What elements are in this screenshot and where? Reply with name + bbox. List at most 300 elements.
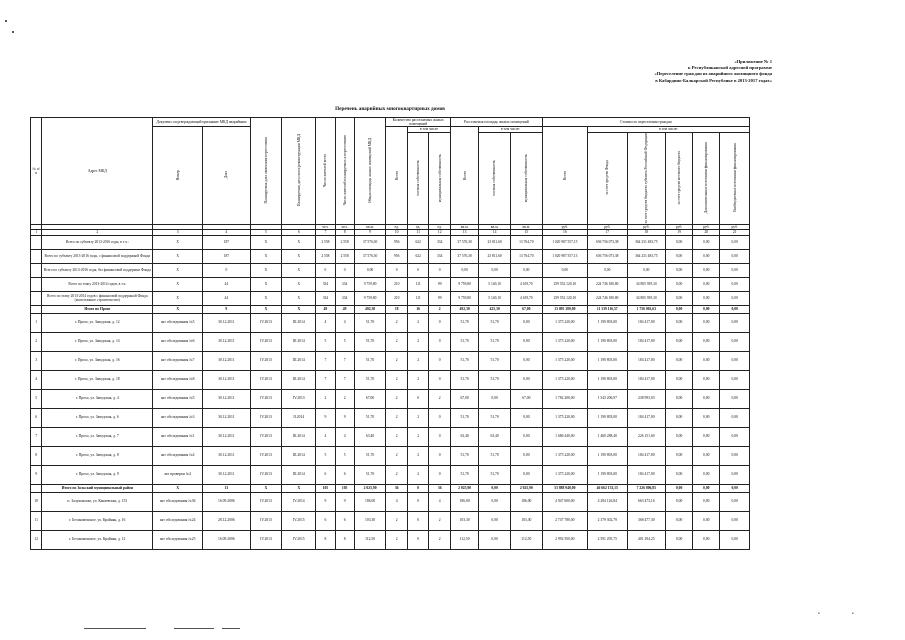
table-cell-se: 0,00 bbox=[720, 305, 750, 313]
table-cell-am: 0,00 bbox=[510, 446, 542, 465]
table-cell-sa: 0,00 bbox=[693, 511, 720, 530]
header-area-including: в том числе: bbox=[479, 127, 542, 132]
table-cell-sa: 0,00 bbox=[693, 291, 720, 305]
units-cell: кв.м. bbox=[510, 225, 542, 230]
table-cell-dem: III.2014 bbox=[282, 313, 316, 332]
emergency-houses-table bbox=[30, 117, 750, 550]
header-cost-additional: Дополнительные источники финансирования bbox=[693, 132, 720, 225]
bottom-rule bbox=[84, 628, 146, 629]
table-cell-c: 2 bbox=[386, 530, 408, 549]
table-cell-date: 187 bbox=[203, 235, 251, 249]
table-cell-ss: 663 473,16 bbox=[627, 492, 665, 511]
table-row bbox=[31, 332, 750, 351]
col-number: 13 bbox=[450, 230, 478, 235]
table-cell-a: 51,70 bbox=[450, 332, 478, 351]
table-cell-r2: 2 558 bbox=[335, 249, 354, 263]
table-cell-cm: 0 bbox=[429, 370, 451, 389]
table-cell-a: 51,70 bbox=[450, 370, 478, 389]
table-cell-end: Х bbox=[250, 305, 282, 313]
table-cell-r1: 7 bbox=[316, 351, 335, 370]
col-number: 7 bbox=[316, 230, 335, 235]
header-count-private: частная собственность bbox=[407, 132, 429, 225]
table-cell-am: 67,00 bbox=[510, 305, 542, 313]
table-cell-ss: 184 417,00 bbox=[627, 313, 665, 332]
header-residents-planned: Число жителей планируемых к переселению bbox=[335, 118, 354, 225]
table-cell-r2: 4 bbox=[335, 313, 354, 332]
table-cell-a: 51,70 bbox=[450, 465, 478, 484]
table-cell-addr: Всего по субъекту 2013-2016 годы, в т.ч.: bbox=[42, 235, 153, 249]
table-cell-sl: 0,00 bbox=[666, 370, 693, 389]
table-cell-ss: 1 756 063,63 bbox=[627, 305, 665, 313]
table-cell-sa: 0,00 bbox=[693, 263, 720, 277]
table-cell-se: 0,00 bbox=[720, 484, 750, 492]
table-cell-ap: 51,70 bbox=[479, 313, 511, 332]
table-cell-ss: 238 993,03 bbox=[627, 389, 665, 408]
table-cell-area: 9 759,80 bbox=[354, 277, 386, 291]
table-cell-dem: Х bbox=[282, 484, 316, 492]
table-cell-r1: 334 bbox=[316, 291, 335, 305]
summary-row bbox=[31, 263, 750, 277]
table-header bbox=[31, 118, 750, 236]
table-cell-sl: 0,00 bbox=[666, 263, 693, 277]
table-cell-r2: 6 bbox=[335, 465, 354, 484]
table-cell-addr: г. Прохо, ул. Заводская, д. 16 bbox=[42, 351, 153, 370]
table-cell-ss: 184 417,00 bbox=[627, 408, 665, 427]
table-cell-end: Х bbox=[250, 291, 282, 305]
table-cell-c: 2 bbox=[386, 370, 408, 389]
table-cell-ap: 51,70 bbox=[479, 370, 511, 389]
table-cell-am: 0,00 bbox=[510, 408, 542, 427]
table-cell-cp: 0 bbox=[407, 511, 429, 530]
table-cell-n: 9 bbox=[31, 465, 42, 484]
table-cell-cp: 2 bbox=[407, 370, 429, 389]
table-cell-sf: 2 591 205,75 bbox=[587, 530, 627, 549]
header-cost-group: Стоимость переселения граждан bbox=[542, 118, 749, 127]
table-cell-addr: г. Прохо, ул. Заводская, д. 8 bbox=[42, 446, 153, 465]
table-cell-sa: 0,00 bbox=[693, 427, 720, 446]
col-number: 20 bbox=[693, 230, 720, 235]
header-cost-including: в том числе: bbox=[587, 127, 749, 132]
table-cell-n: 5 bbox=[31, 389, 42, 408]
header-doc-date: Дата bbox=[203, 127, 251, 225]
table-cell-sl: 0,00 bbox=[666, 465, 693, 484]
table-cell-ss: 226 151,60 bbox=[627, 427, 665, 446]
table-cell-end: IV.2013 bbox=[250, 370, 282, 389]
table-cell-c: 956 bbox=[386, 235, 408, 249]
table-cell-sl: 0,00 bbox=[666, 313, 693, 332]
table-cell-cp: 622 bbox=[407, 235, 429, 249]
scan-speck bbox=[12, 31, 14, 33]
table-cell-dem: IV.2015 bbox=[282, 530, 316, 549]
scan-mark: • bbox=[852, 612, 854, 617]
table-cell-r2: 5 bbox=[335, 332, 354, 351]
table-cell-c: 0 bbox=[386, 263, 408, 277]
table-cell-addr: п. Залукокоаже, ул. Канаевская, д. 153 bbox=[42, 492, 153, 511]
summary-row bbox=[31, 484, 750, 492]
table-cell-cm: 0 bbox=[429, 427, 451, 446]
table-cell-se: 0,00 bbox=[720, 332, 750, 351]
table-cell-s: 1 375 220,00 bbox=[542, 446, 587, 465]
table-cell-se: 0,00 bbox=[720, 291, 750, 305]
table-row bbox=[31, 351, 750, 370]
table-cell-r1: 49 bbox=[316, 305, 335, 313]
table-cell-r1: 4 bbox=[316, 427, 335, 446]
table-row bbox=[31, 408, 750, 427]
table-cell-sl: 0,00 bbox=[666, 291, 693, 305]
table-cell-sl: 0,00 bbox=[666, 446, 693, 465]
table-cell-date: 0 bbox=[203, 263, 251, 277]
units-cell: чел. bbox=[335, 225, 354, 230]
table-cell-cp: 2 bbox=[407, 427, 429, 446]
table-cell-cm: 0 bbox=[429, 263, 451, 277]
appendix-line: в Кабардино-Балкарской Республике в 2013-2017 годах» bbox=[655, 77, 772, 83]
table-cell-end: IV.2013 bbox=[250, 530, 282, 549]
table-cell-ss: 7 226 806,85 bbox=[627, 484, 665, 492]
units-cell: руб. bbox=[720, 225, 750, 230]
table-cell-cp: 2 bbox=[407, 351, 429, 370]
col-number: 17 bbox=[587, 230, 627, 235]
table-cell-a: 37 576,30 bbox=[450, 235, 478, 249]
table-cell-sa: 0,00 bbox=[693, 305, 720, 313]
table-cell-sa: 0,00 bbox=[693, 351, 720, 370]
table-cell-sa: 0,00 bbox=[693, 235, 720, 249]
table-cell-n: 12 bbox=[31, 530, 42, 549]
table-cell-sl: 0,00 bbox=[666, 492, 693, 511]
table-cell-sl: 0,00 bbox=[666, 408, 693, 427]
table-cell-ap: 51,70 bbox=[479, 332, 511, 351]
table-cell-sl: 0,00 bbox=[666, 427, 693, 446]
summary-row bbox=[31, 305, 750, 313]
table-cell-ss: 368 477,30 bbox=[627, 511, 665, 530]
header-area-municipal: муниципальная собственность bbox=[510, 132, 542, 225]
table-cell-end: Х bbox=[250, 235, 282, 249]
table-cell-doc: Х bbox=[153, 291, 203, 305]
table-cell-s: 1 375 220,00 bbox=[542, 370, 587, 389]
header-area-total: Всего bbox=[450, 127, 478, 225]
table-cell-doc: акт обследования №4 bbox=[153, 446, 203, 465]
table-cell-dem: III.2014 bbox=[282, 370, 316, 389]
table-cell-dem: Х bbox=[282, 291, 316, 305]
table-cell-area: 51,70 bbox=[354, 408, 386, 427]
table-cell-r1: 6 bbox=[316, 465, 335, 484]
table-cell-ap: 0,00 bbox=[479, 492, 511, 511]
table-cell-area: 51,70 bbox=[354, 446, 386, 465]
table-cell-s: 1 020 987 557,15 bbox=[542, 235, 587, 249]
table-cell-r1: 9 bbox=[316, 408, 335, 427]
table-cell-doc: акт обследования №5 bbox=[153, 389, 203, 408]
table-cell-cm: 0 bbox=[429, 408, 451, 427]
table-cell-se: 0,00 bbox=[720, 263, 750, 277]
table-cell-addr: Всего по субъекту 2013-2016 годы, с финансовой поддержкой Фонда bbox=[42, 249, 153, 263]
table-cell-sa: 0,00 bbox=[693, 492, 720, 511]
table-cell-doc: акт обследования №3 bbox=[153, 408, 203, 427]
table-cell-a: 2 025,90 bbox=[450, 484, 478, 492]
table-cell-am: 186,00 bbox=[510, 492, 542, 511]
table-cell-a: 9 759,80 bbox=[450, 291, 478, 305]
table-cell-date: 30.12.2011 bbox=[203, 446, 251, 465]
table-cell-sa: 0,00 bbox=[693, 446, 720, 465]
header-address: Адрес МКД bbox=[42, 118, 153, 225]
table-cell-area: 51,70 bbox=[354, 351, 386, 370]
table-cell-n: 7 bbox=[31, 427, 42, 446]
table-cell-sf: 1 190 803,00 bbox=[587, 332, 627, 351]
table-cell-c: 210 bbox=[386, 277, 408, 291]
table-cell-se: 0,00 bbox=[720, 249, 750, 263]
table-cell-date: 30.12.2011 bbox=[203, 351, 251, 370]
table-cell-r2: 334 bbox=[335, 277, 354, 291]
table-cell-s: 2 747 780,00 bbox=[542, 511, 587, 530]
summary-row bbox=[31, 277, 750, 291]
table-cell-sa: 0,00 bbox=[693, 484, 720, 492]
table-cell-n: 3 bbox=[31, 351, 42, 370]
table-cell-ap: 0,00 bbox=[479, 389, 511, 408]
summary-row bbox=[31, 291, 750, 305]
table-cell-r2: 49 bbox=[335, 305, 354, 313]
table-cell-n: 1 bbox=[31, 313, 42, 332]
col-number: 15 bbox=[510, 230, 542, 235]
table-cell-area: 51,70 bbox=[354, 313, 386, 332]
table-cell-se: 0,00 bbox=[720, 408, 750, 427]
table-cell-a: 112,50 bbox=[450, 530, 478, 549]
table-cell-a: 37 576,30 bbox=[450, 249, 478, 263]
table-cell-cm: 99 bbox=[429, 277, 451, 291]
table-cell-doc: акт обследования №5 bbox=[153, 313, 203, 332]
units-cell: кв.м. bbox=[354, 225, 386, 230]
table-cell-dem: IV.2013 bbox=[282, 389, 316, 408]
table-cell-addr: г. Прохо, ул. Заводская, д. 14 bbox=[42, 332, 153, 351]
table-cell-se: 0,00 bbox=[720, 427, 750, 446]
table-cell-date: 187 bbox=[203, 249, 251, 263]
table-cell-cp: 2 bbox=[407, 313, 429, 332]
table-cell-addr: г. Прохо, ул. Заводская, д. 9 bbox=[42, 465, 153, 484]
table-cell-a: 103,30 bbox=[450, 511, 478, 530]
table-cell-cp: 622 bbox=[407, 249, 429, 263]
table-cell-cp: 0 bbox=[407, 263, 429, 277]
table-cell-ss: 184 417,00 bbox=[627, 351, 665, 370]
summary-row bbox=[31, 235, 750, 249]
table-cell-cp: 111 bbox=[407, 277, 429, 291]
table-cell-am: 13 764,70 bbox=[510, 235, 542, 249]
table-cell-r2: 9 bbox=[335, 408, 354, 427]
table-cell-r2: 8 bbox=[335, 530, 354, 549]
table-cell-s: 2 992 500,00 bbox=[542, 530, 587, 549]
table-cell-sa: 0,00 bbox=[693, 249, 720, 263]
table-cell-cp: 0 bbox=[407, 530, 429, 549]
table-cell-se: 0,00 bbox=[720, 370, 750, 389]
table-row bbox=[31, 465, 750, 484]
table-row bbox=[31, 492, 750, 511]
table-cell-a: 51,70 bbox=[450, 313, 478, 332]
table-cell-addr: г. Прохо, ул. Заводская, д. 7 bbox=[42, 427, 153, 446]
table-cell-sa: 0,00 bbox=[693, 389, 720, 408]
table-cell-addr: Всего по субъекту 2013-2016 годы, без финансовой поддержки Фонда bbox=[42, 263, 153, 277]
table-cell-s: 1 375 220,00 bbox=[542, 351, 587, 370]
table-cell-c: 36 bbox=[386, 484, 408, 492]
table-row bbox=[31, 427, 750, 446]
table-cell-cp: 2 bbox=[407, 332, 429, 351]
table-cell-a: 51,70 bbox=[450, 446, 478, 465]
table-body bbox=[31, 235, 750, 549]
table-cell-a: 67,00 bbox=[450, 389, 478, 408]
table-cell-doc: Х bbox=[153, 263, 203, 277]
header-count-including: в том числе bbox=[407, 127, 450, 132]
table-cell-r1: 5 bbox=[316, 446, 335, 465]
table-cell-r1: 4 bbox=[316, 313, 335, 332]
header-area-group: Расселяемая площадь жилых помещений bbox=[450, 118, 542, 127]
table-cell-am: 0,00 bbox=[510, 465, 542, 484]
table-cell-ss: 34 805 939,30 bbox=[627, 291, 665, 305]
table-cell-r1: 6 bbox=[316, 511, 335, 530]
table-cell-ss: 184 417,00 bbox=[627, 446, 665, 465]
units-cell: руб. bbox=[627, 225, 665, 230]
table-cell-s: 1 375 220,00 bbox=[542, 313, 587, 332]
table-cell-cm: 0 bbox=[429, 332, 451, 351]
table-cell-area: 0,00 bbox=[354, 263, 386, 277]
table-cell-sl: 0,00 bbox=[666, 351, 693, 370]
table-cell-ss: 184 417,00 bbox=[627, 465, 665, 484]
table-cell-cm: 334 bbox=[429, 249, 451, 263]
table-cell-c: 2 bbox=[386, 408, 408, 427]
table-cell-n bbox=[31, 277, 42, 291]
table-cell-sa: 0,00 bbox=[693, 277, 720, 291]
table-cell-end: IV.2013 bbox=[250, 492, 282, 511]
table-cell-cm: 0 bbox=[429, 465, 451, 484]
table-cell-cm: 99 bbox=[429, 291, 451, 305]
table-cell-dem: Х bbox=[282, 235, 316, 249]
table-cell-end: IV.2013 bbox=[250, 351, 282, 370]
table-cell-addr: г. Прохо, ул. Заводская, д. 12 bbox=[42, 313, 153, 332]
table-row bbox=[31, 370, 750, 389]
table-cell-am: 0,00 bbox=[510, 427, 542, 446]
table-cell-cm: 2 bbox=[429, 389, 451, 408]
table-cell-s: 259 552 120,10 bbox=[542, 291, 587, 305]
table-cell-doc: акт обследования №24 bbox=[153, 511, 203, 530]
table-cell-doc: Х bbox=[153, 484, 203, 492]
units-cell: руб. bbox=[587, 225, 627, 230]
table-cell-n: 2 bbox=[31, 332, 42, 351]
header-cost-subject: за счет средств бюджета субъекта Российской Федерации bbox=[627, 132, 665, 225]
table-cell-sf: 224 746 180,80 bbox=[587, 291, 627, 305]
table-cell-sa: 0,00 bbox=[693, 370, 720, 389]
table-cell-area: 103,30 bbox=[354, 511, 386, 530]
table-cell-cm: 4 bbox=[429, 492, 451, 511]
table-cell-date: 13 bbox=[203, 484, 251, 492]
header-residents: Число жителей всего bbox=[316, 118, 335, 225]
col-number: 4 bbox=[203, 230, 251, 235]
table-cell-s: 1 375 220,00 bbox=[542, 332, 587, 351]
table-cell-r1: 105 bbox=[316, 484, 335, 492]
table-cell-sf: 0,00 bbox=[587, 263, 627, 277]
table-cell-dem: III.2014 bbox=[282, 332, 316, 351]
table-cell-c: 2 bbox=[386, 511, 408, 530]
table-cell-am: 4 619,70 bbox=[510, 277, 542, 291]
table-cell-am: 67,00 bbox=[510, 389, 542, 408]
table-cell-sa: 0,00 bbox=[693, 332, 720, 351]
table-cell-doc: Х bbox=[153, 277, 203, 291]
table-row bbox=[31, 511, 750, 530]
bottom-rule bbox=[174, 628, 214, 629]
document-title: Перечень аварийных многоквартирных домов bbox=[335, 106, 445, 112]
table-cell-end: IV.2013 bbox=[250, 408, 282, 427]
table-cell-area: 51,70 bbox=[354, 465, 386, 484]
table-cell-date: 28.12.2006 bbox=[203, 511, 251, 530]
table-cell-dem: IV.2014 bbox=[282, 492, 316, 511]
table-cell-date: 9 bbox=[203, 305, 251, 313]
table-cell-doc: акт обследования №7 bbox=[153, 351, 203, 370]
table-cell-cp: 0 bbox=[407, 389, 429, 408]
table-cell-sl: 0,00 bbox=[666, 235, 693, 249]
table-cell-r1: 9 bbox=[316, 492, 335, 511]
appendix-line: к Республиканской адресной программе bbox=[688, 65, 772, 71]
table-cell-area: 37 576,30 bbox=[354, 249, 386, 263]
table-cell-s: 1 375 220,00 bbox=[542, 465, 587, 484]
table-cell-dem: II.2014 bbox=[282, 408, 316, 427]
table-cell-a: 186,00 bbox=[450, 492, 478, 511]
table-cell-sf: 1 190 803,00 bbox=[587, 370, 627, 389]
header-planned-end: Планируемая дата окончания переселения bbox=[250, 118, 282, 225]
table-cell-r2: 9 bbox=[335, 492, 354, 511]
table-cell-sf: 1 460 288,40 bbox=[587, 427, 627, 446]
table-cell-a: 0,00 bbox=[450, 263, 478, 277]
header-area-private: частная собственность bbox=[479, 132, 511, 225]
table-cell-c: 4 bbox=[386, 492, 408, 511]
table-cell-r2: 2 bbox=[335, 389, 354, 408]
table-cell-c: 956 bbox=[386, 249, 408, 263]
table-cell-sf: 2 379 302,79 bbox=[587, 511, 627, 530]
table-cell-r2: 0 bbox=[335, 263, 354, 277]
table-cell-n bbox=[31, 249, 42, 263]
col-number: 11 bbox=[407, 230, 429, 235]
table-cell-am: 0,00 bbox=[510, 313, 542, 332]
table-cell-n: 4 bbox=[31, 370, 42, 389]
table-cell-am: 0,00 bbox=[510, 351, 542, 370]
table-cell-area: 112,50 bbox=[354, 530, 386, 549]
table-cell-ss: 34 805 939,30 bbox=[627, 277, 665, 291]
col-number: 6 bbox=[282, 230, 316, 235]
table-cell-end: IV.2013 bbox=[250, 332, 282, 351]
table-cell-ss: 184 417,00 bbox=[627, 370, 665, 389]
col-number: 16 bbox=[542, 230, 587, 235]
table-cell-end: Х bbox=[250, 249, 282, 263]
table-cell-addr: Итого по Прохо bbox=[42, 305, 153, 313]
col-number: 3 bbox=[153, 230, 203, 235]
table-cell-date: 30.12.2011 bbox=[203, 408, 251, 427]
table-cell-n: 6 bbox=[31, 408, 42, 427]
table-cell-end: IV.2013 bbox=[250, 446, 282, 465]
table-cell-se: 0,00 bbox=[720, 313, 750, 332]
table-cell-n bbox=[31, 291, 42, 305]
table-cell-s: 259 552 120,10 bbox=[542, 277, 587, 291]
table-cell-r2: 2 558 bbox=[335, 235, 354, 249]
table-cell-area: 9 759,80 bbox=[354, 291, 386, 305]
table-cell-sa: 0,00 bbox=[693, 408, 720, 427]
table-cell-sl: 0,00 bbox=[666, 530, 693, 549]
table-cell-cm: 334 bbox=[429, 235, 451, 249]
table-cell-ap: 51,70 bbox=[479, 408, 511, 427]
table-cell-am: 4 619,70 bbox=[510, 291, 542, 305]
table-cell-a: 63,40 bbox=[450, 427, 478, 446]
table-cell-cp: 2 bbox=[407, 465, 429, 484]
table-cell-s: 4 947 600,00 bbox=[542, 492, 587, 511]
units-cell: ед. bbox=[429, 225, 451, 230]
table-cell-addr: г. Прохо, ул. Заводская, д. 18 bbox=[42, 370, 153, 389]
col-number: 1 bbox=[31, 230, 42, 235]
table-cell-ap: 425,30 bbox=[479, 305, 511, 313]
table-cell-area: 2 025,90 bbox=[354, 484, 386, 492]
table-row bbox=[31, 530, 750, 549]
table-cell-a: 492,30 bbox=[450, 305, 478, 313]
header-row bbox=[31, 118, 750, 127]
